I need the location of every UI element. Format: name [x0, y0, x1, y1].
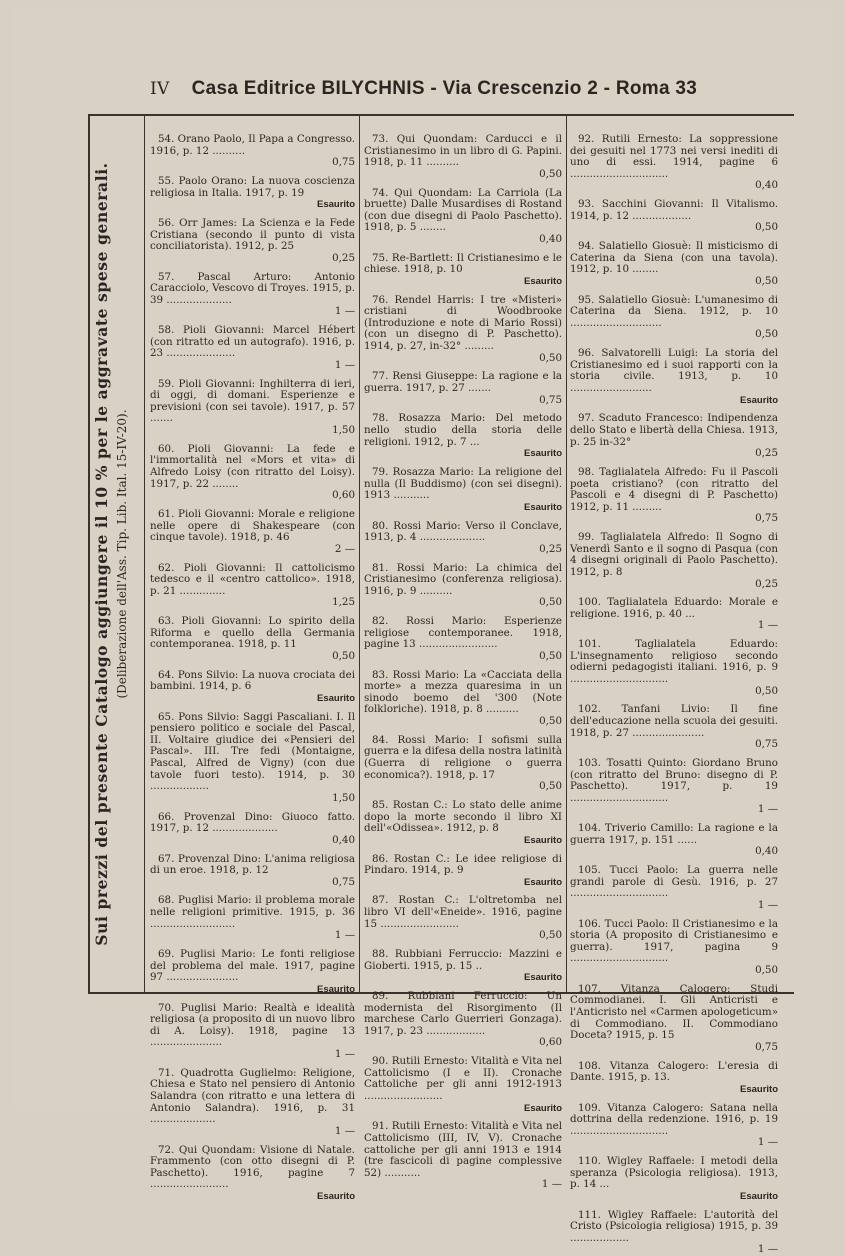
- entry-text: 78. Rosazza Mario: Del metodo nello studio della storia delle religioni. 1912, p. 7 ...: [364, 412, 562, 448]
- entry-text: 94. Salatiello Giosuè: Il misticismo di Caterina da Siena (con una tavola). 1912, p. 10 ........: [570, 240, 778, 276]
- entry-text: 108. Vitanza Calogero: L'eresia di Dante. 1915, p. 13.: [570, 1059, 778, 1084]
- entry-text: 69. Puglisi Mario: Le fonti religiose del problema del male. 1917, pagine 97 ......................: [150, 948, 355, 984]
- entry-price: 0,50: [539, 715, 562, 727]
- entry-price: 1,50: [332, 424, 355, 436]
- entry-text: 103. Tosatti Quinto: Giordano Bruno (con ritratto del Bruno: disegno di P. Paschetto). 1917, p. 19 ..............................: [570, 756, 778, 804]
- catalog-entry: [570, 639, 778, 697]
- entry-price: Esaurito: [523, 972, 562, 984]
- catalog-entry: [150, 176, 355, 211]
- entry-price: 0,50: [539, 780, 562, 793]
- entry-text: 59. Pioli Giovanni: Inghilterra di ieri, di oggi, di domani. Esperienze e previsioni (con sei tavole). 1917, p. 57 .......: [150, 377, 355, 425]
- entry-price: 0,25: [539, 542, 562, 555]
- entry-price: Esaurito: [316, 983, 355, 995]
- entry-text: 104. Triverio Camillo: La ragione e la guerra 1917, p. 151 ......: [570, 822, 778, 846]
- catalog-entry: [150, 895, 355, 941]
- entry-price: 2 —: [334, 542, 355, 555]
- entry-text: 62. Pioli Giovanni: Il cattolicismo tedesco e il «centro cattolico». 1918, p. 21 ..............: [150, 561, 355, 597]
- entry-price: Esaurito: [316, 1190, 355, 1202]
- entry-price: 1 —: [757, 1136, 778, 1149]
- entry-text: 111. Wigley Raffaele: L'autorità del Cristo (Psicologia religiosa) 1915, p. 39 ..................: [570, 1208, 778, 1244]
- catalog-entry: [364, 253, 562, 288]
- entry-price: 0,50: [755, 274, 778, 287]
- entry-price: Esaurito: [739, 1190, 778, 1202]
- catalog-entry: [570, 1156, 778, 1202]
- entry-price: 0,25: [755, 577, 778, 590]
- catalog-entry: [150, 1003, 355, 1061]
- catalog-entry: [570, 199, 778, 234]
- catalog-entry: [570, 295, 778, 341]
- catalog-entry: [364, 134, 562, 180]
- entry-text: 57. Pascal Arturo: Antonio Caracciolo, Vescovo di Troyes. 1915, p. 39 ....................: [150, 270, 355, 306]
- entry-price: Esaurito: [523, 1102, 562, 1114]
- catalog-entry: [570, 597, 778, 632]
- entry-price: Esaurito: [523, 876, 562, 888]
- entry-price: 1 —: [334, 929, 355, 942]
- catalog-entry: [570, 1103, 778, 1149]
- entry-price: 0,60: [332, 489, 355, 502]
- entry-text: 67. Provenzal Dino: L'anima religiosa di un eroe. 1918, p. 12: [150, 852, 355, 877]
- entry-price: 1,50: [332, 791, 355, 804]
- entry-text: 60. Pioli Giovanni: La fede e l'immortalità nel «Mors et vita» di Alfredo Loisy (con ritratto del Loisy). 1917, p. 22 ........: [150, 442, 355, 490]
- entry-text: 75. Re-Bartlett: Il Cristianesimo e le chiese. 1918, p. 10: [364, 251, 562, 276]
- entry-price: 1 —: [334, 305, 355, 318]
- side-note-box: [88, 114, 145, 994]
- entry-price: Esaurito: [523, 501, 562, 513]
- entry-price: 0,50: [755, 221, 778, 234]
- entry-price: Esaurito: [739, 394, 778, 406]
- catalog-entry: [364, 563, 562, 609]
- entry-text: 64. Pons Silvio: La nuova crociata dei bambini. 1914, p. 6: [150, 668, 355, 693]
- side-note: [92, 124, 142, 984]
- entry-price: 1 —: [757, 803, 778, 816]
- entry-price: 1,25: [332, 596, 355, 609]
- entry-text: 79. Rosazza Mario: La religione del nulla (Il Buddismo) (con sei disegni). 1913 ...........: [364, 465, 562, 502]
- catalog-entry: [150, 1068, 355, 1138]
- catalog-entry: [150, 670, 355, 705]
- entry-price: 0,50: [755, 328, 778, 341]
- column-divider: [359, 114, 360, 992]
- entry-text: 70. Puglisi Mario: Realtà e idealità religiosa (a proposito di un nuovo libro di A. Loisy). 1918, pagine 13 ......................: [150, 1001, 355, 1049]
- page-header: [150, 78, 730, 108]
- entry-text: 96. Salvatorelli Luigi: La storia del Cristianesimo ed i suoi rapporti con la storia civile. 1913, p. 10 .........................: [570, 347, 778, 395]
- catalog-entry: [570, 704, 778, 750]
- entry-price: 1 —: [334, 358, 355, 371]
- catalog-entry: [364, 854, 562, 889]
- catalog-entry: [150, 854, 355, 889]
- entry-price: 0,75: [539, 393, 562, 406]
- entry-price: 0,75: [332, 875, 355, 888]
- catalog-entry: [570, 1210, 778, 1256]
- entry-price: 0,50: [332, 649, 355, 662]
- entry-price: 0,50: [539, 167, 562, 180]
- catalog-entry: [364, 800, 562, 846]
- entry-text: 109. Vitanza Calogero: Satana nella dottrina della redenzione. 1916, p. 19 ..............................: [570, 1101, 778, 1137]
- catalog-entry: [150, 509, 355, 555]
- entry-text: 93. Sacchini Giovanni: Il Vitalismo. 1914, p. 12 ..................: [570, 198, 778, 222]
- entry-price: 1 —: [757, 1243, 778, 1256]
- catalog-entry: [150, 563, 355, 609]
- entry-price: 0,50: [755, 964, 778, 977]
- entry-text: 105. Tucci Paolo: La guerra nelle grandi parole di Gesù. 1916, p. 27 ..............................: [570, 864, 778, 900]
- side-note-line1: Sui prezzi del presente Catalogo aggiungere il 10 % per le aggravate spese generali.: [92, 162, 111, 946]
- entry-text: 86. Rostan C.: Le idee religiose di Pindaro. 1914, p. 9: [364, 852, 562, 877]
- catalog-entry: [150, 444, 355, 502]
- entry-text: 110. Wigley Raffaele: I metodi della speranza (Psicologia religiosa). 1913, p. 14 ...: [570, 1155, 778, 1191]
- entry-text: 102. Tanfani Livio: Il fine dell'educazione nella scuola dei gesuiti. 1918, p. 27 ......................: [570, 703, 778, 739]
- entry-price: 0,50: [755, 684, 778, 697]
- page-number: IV: [150, 79, 170, 99]
- entry-text: 107. Vitanza Calogero: Studi Commodianei. I. Gli Anticristi e l'Anticristo nel «Carmen apologeticum» di Commodiano. II. Commodiano Doceta? 1915, p. 15: [570, 982, 778, 1042]
- entry-text: 80. Rossi Mario: Verso il Conclave, 1913, p. 4 ....................: [364, 519, 562, 544]
- entry-price: 0,40: [539, 232, 562, 245]
- entry-text: 83. Rossi Mario: La «Cacciata della morte» a mezza quaresima in un sinodo boemo del '300 (Note folkloriche). 1918, p. 8 ..........: [364, 668, 562, 716]
- entry-text: 92. Rutili Ernesto: La soppressione dei gesuiti nel 1773 nei versi inediti di uno di essi. 1914, pagine 6 ..............................: [570, 133, 778, 180]
- catalog-entry: [570, 758, 778, 816]
- entry-text: 63. Pioli Giovanni: Lo spirito della Riforma e quello della Germania contemporanea. 1918, p. 11: [150, 615, 355, 651]
- catalog-entry: [570, 348, 778, 406]
- entry-price: 1 —: [757, 898, 778, 911]
- catalog-entry: [364, 670, 562, 728]
- catalog-entry: [364, 413, 562, 459]
- entry-price: 0,40: [755, 845, 778, 858]
- entry-text: 100. Taglialatela Eduardo: Morale e religione. 1916, p. 40 ...: [570, 596, 778, 620]
- catalog-entry: [150, 379, 355, 437]
- catalog-column-2: [364, 133, 562, 1191]
- entry-price: 0,60: [539, 1036, 562, 1049]
- entry-text: 76. Rendel Harris: I tre «Misteri» cristiani di Woodbrooke (Introduzione e note di Mario Rossi) (con un disegno di P. Paschetto). 1914, p. 27, in-32° .........: [364, 293, 562, 353]
- entry-text: 101. Taglialatela Eduardo: L'insegnamento religioso secondo odierni pedagogisti italiani. 1916, p. 9 ..............................: [570, 638, 778, 686]
- catalog-entry: [570, 532, 778, 590]
- catalog-entry: [570, 984, 778, 1054]
- catalog-entry: [150, 218, 355, 264]
- entry-text: 85. Rostan C.: Lo stato delle anime dopo la morte secondo il libro XI dell'«Odissea». 1912, p. 8: [364, 798, 562, 835]
- top-rule: [88, 114, 794, 116]
- catalog-entry: [364, 1056, 562, 1114]
- entry-price: 0,75: [755, 512, 778, 525]
- entry-text: 98. Taglialatela Alfredo: Fu il Pascoli poeta cristiano? (con ritratto del Pascoli e 4 disegni di P. Paschetto) 1912, p. 11 .........: [570, 465, 778, 513]
- entry-text: 82. Rossi Mario: Esperienze religiose contemporanee. 1918, pagine 13 ........................: [364, 615, 562, 651]
- catalog-column-3: [570, 133, 778, 1256]
- entry-text: 66. Provenzal Dino: Giuoco fatto. 1917, p. 12 ....................: [150, 810, 355, 835]
- entry-price: Esaurito: [523, 834, 562, 846]
- entry-text: 106. Tucci Paolo: Il Cristianesimo e la storia (A proposito di Cristianesimo e guerra). 1917, pagina 9 ..............................: [570, 917, 778, 965]
- column-divider: [566, 114, 567, 992]
- catalog-entry: [364, 1121, 562, 1191]
- entry-text: 72. Qui Quondam: Visione di Natale. Frammento (con otto disegni di P. Paschetto). 1916, pagine 7 ........................: [150, 1143, 355, 1191]
- catalog-entry: [570, 413, 778, 459]
- entry-text: 54. Orano Paolo, Il Papa a Congresso. 1916, p. 12 ..........: [150, 133, 355, 157]
- entry-text: 97. Scaduto Francesco: Indipendenza dello Stato e libertà della Chiesa. 1913, p. 25 in-32°: [570, 412, 778, 448]
- header-title: Casa Editrice BILYCHNIS - Via Crescenzio 2 - Roma 33: [191, 78, 698, 99]
- catalog-entry: [150, 325, 355, 371]
- entry-price: 0,25: [755, 447, 778, 460]
- entry-text: 99. Taglialatela Alfredo: Il Sogno di Venerdì Santo e il sogno di Pasqua (con 4 disegni originali di Paolo Paschetto). 1912, p. 8: [570, 531, 778, 578]
- entry-price: 1 —: [334, 1124, 355, 1137]
- catalog-entry: [364, 949, 562, 984]
- entry-price: Esaurito: [523, 275, 562, 287]
- entry-text: 56. Orr James: La Scienza e la Fede Cristiana (secondo il punto di vista conciliatorista). 1912, p. 25: [150, 216, 355, 253]
- catalog-entry: [570, 919, 778, 977]
- entry-text: 81. Rossi Mario: La chimica del Cristianesimo (conferenza religiosa). 1916, p. 9 ..........: [364, 561, 562, 597]
- entry-price: 0,75: [332, 156, 355, 169]
- entry-price: 0,75: [755, 1040, 778, 1053]
- catalog-entry: [364, 295, 562, 365]
- catalog-column-1: [150, 133, 355, 1202]
- entry-price: Esaurito: [316, 199, 355, 211]
- entry-text: 73. Qui Quondam: Carducci e il Cristianesimo in un libro di G. Papini. 1918, p. 11 ..........: [364, 133, 562, 169]
- catalog-entry: [570, 467, 778, 525]
- entry-text: 87. Rostan C.: L'oltretomba nel libro VI dell'«Eneide». 1916, pagine 15 ........................: [364, 894, 562, 930]
- entry-price: 0,50: [539, 649, 562, 662]
- entry-text: 95. Salatiello Giosuè: L'umanesimo di Caterina da Siena. 1912, p. 10 ............................: [570, 293, 778, 329]
- catalog-entry: [150, 812, 355, 847]
- catalog-entry: [150, 712, 355, 805]
- entry-price: 0,40: [755, 179, 778, 192]
- catalog-entry: [364, 371, 562, 406]
- entry-price: 1 —: [334, 1047, 355, 1060]
- catalog-entry: [570, 1061, 778, 1096]
- entry-price: 0,40: [332, 833, 355, 846]
- entry-text: 77. Rensi Giuseppe: La ragione e la guerra. 1917, p. 27 .......: [364, 370, 562, 395]
- entry-price: 1 —: [541, 1178, 562, 1191]
- catalog-entry: [364, 991, 562, 1049]
- entry-text: 89. Rubbiani Ferruccio: Un modernista del Risorgimento (Il marchese Carlo Guerrieri Gonzaga). 1917, p. 23 ..................: [364, 990, 562, 1037]
- entry-price: 0,25: [332, 251, 355, 264]
- catalog-entry: [150, 949, 355, 995]
- catalog-entry: [570, 823, 778, 858]
- entry-price: 1 —: [757, 619, 778, 632]
- entry-text: 58. Pioli Giovanni: Marcel Hébert (con ritratto ed un autografo). 1916, p. 23 .....................: [150, 324, 355, 360]
- catalog-entry: [150, 616, 355, 662]
- entry-price: 0,75: [755, 738, 778, 751]
- side-note-line2: (Deliberazione dell'Ass. Tip. Lib. Ital. 15-IV-20).: [115, 409, 129, 699]
- entry-text: 65. Pons Silvio: Saggi Pascaliani. I. Il pensiero politico e sociale del Pascal, II. Voltaire giudice dei «Pensieri del Pascal». III. Tre fedi (Montaigne, Pascal, Alfred de Vigny) (con due tavole fuori testo). 1914, p. 30 ..................: [150, 710, 355, 793]
- entry-price: 0,50: [539, 596, 562, 609]
- entry-text: 74. Qui Quondam: La Carriola (La bruette) Dalle Musardises di Rostand (con due disegni di Paolo Paschetto). 1918, p. 5 ........: [364, 186, 562, 234]
- catalog-entry: [570, 241, 778, 287]
- entry-text: 90. Rutili Ernesto: Vitalità e Vita nel Cattolicismo (I e II). Cronache Cattoliche per gli anni 1912-1913 ........................: [364, 1055, 562, 1102]
- catalog-entry: [364, 467, 562, 513]
- entry-price: Esaurito: [739, 1083, 778, 1095]
- catalog-entry: [364, 521, 562, 556]
- entry-text: 61. Pioli Giovanni: Morale e religione nelle opere di Shakespeare (con cinque tavole). 1918, p. 46: [150, 507, 355, 544]
- catalog-entry: [570, 134, 778, 192]
- catalog-entry: [150, 272, 355, 318]
- catalog-entry: [364, 735, 562, 793]
- entry-text: 55. Paolo Orano: La nuova coscienza religiosa in Italia. 1917, p. 19: [150, 174, 355, 199]
- entry-price: Esaurito: [316, 692, 355, 704]
- entry-price: 0,50: [539, 929, 562, 942]
- entry-text: 84. Rossi Mario: I sofismi sulla guerra e la difesa della nostra latinità (Guerra di religione o guerra economica?). 1918, p. 17: [364, 733, 562, 781]
- catalog-entry: [150, 134, 355, 169]
- entry-text: 68. Puglisi Mario: il problema morale nelle religioni primitive. 1915, p. 36 ..........................: [150, 894, 355, 930]
- entry-price: Esaurito: [523, 448, 562, 460]
- entry-text: 88. Rubbiani Ferruccio: Mazzini e Gioberti. 1915, p. 15 ..: [364, 948, 562, 972]
- entry-price: 0,50: [539, 351, 562, 364]
- catalog-entry: [150, 1145, 355, 1203]
- entry-text: 71. Quadrotta Guglielmo: Religione, Chiesa e Stato nel pensiero di Antonio Salandra (con ritratto e una lettera di Antonio Salandra). 1916, p. 31 ....................: [150, 1066, 355, 1126]
- catalog-entry: [570, 865, 778, 911]
- catalog-entry: [364, 616, 562, 662]
- catalog-entry: [364, 188, 562, 246]
- catalog-entry: [364, 895, 562, 941]
- entry-text: 91. Rutili Ernesto: Vitalità e Vita nel Cattolicismo (III, IV, V). Cronache cattoliche per gli anni 1913 e 1914 (tre fascicoli di pagine complessive 52) ...........: [364, 1120, 562, 1179]
